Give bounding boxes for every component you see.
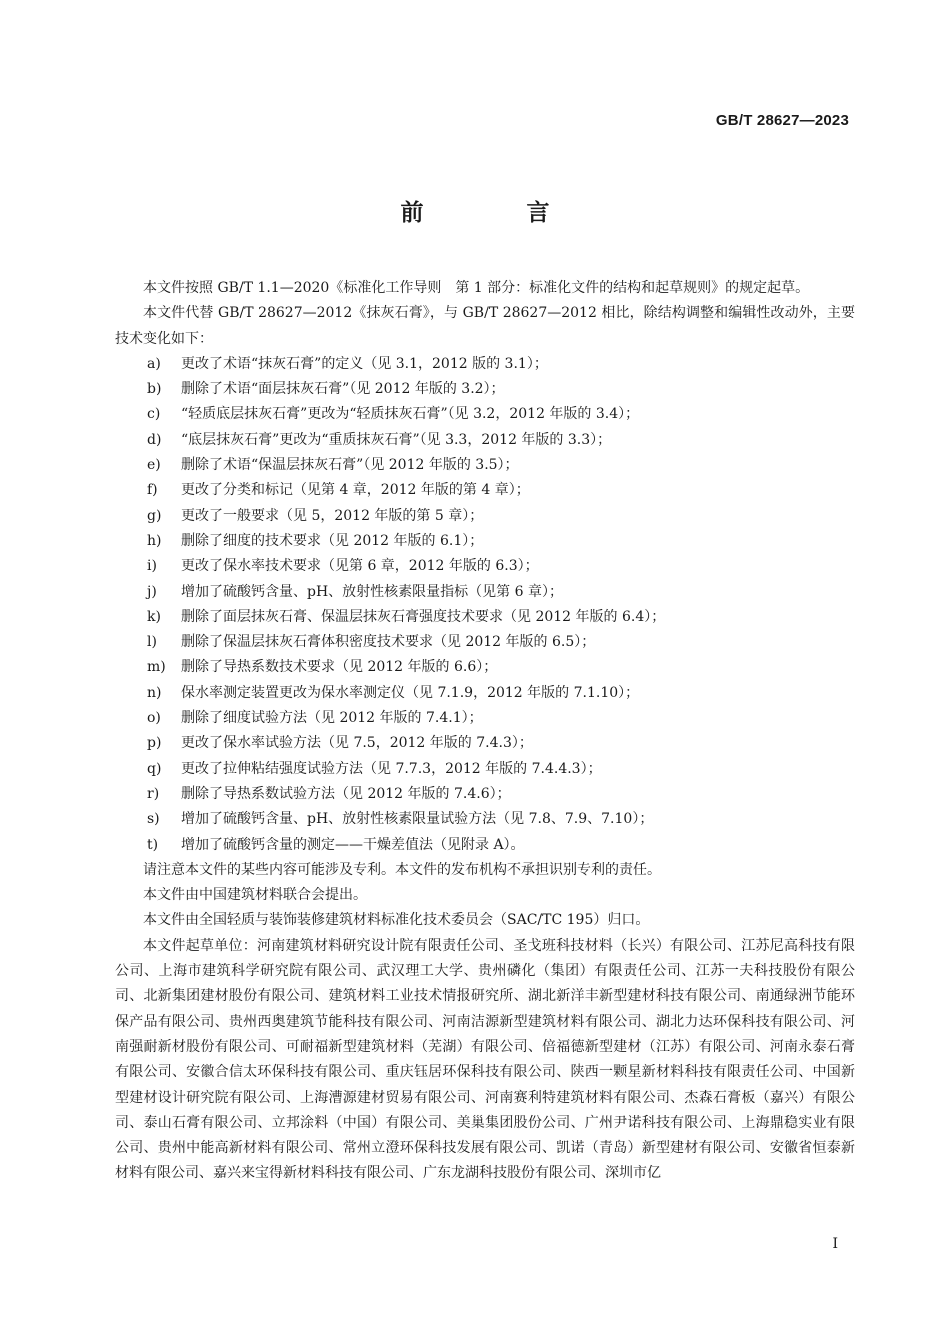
list-item-text: 更改了保水率技术要求（见第 6 章，2012 年版的 6.3）； xyxy=(181,558,539,575)
list-item xyxy=(115,453,855,478)
list-item-label: f) xyxy=(147,482,158,499)
list-item-label: o) xyxy=(147,710,161,727)
list-item xyxy=(115,504,855,529)
intro-paragraph: 本文件代替 GB/T 28627—2012《抹灰石膏》，与 GB/T 28627—2012 相比，除结构调整和编辑性改动外，主要技术变化如下： xyxy=(115,305,855,347)
list-item-text: 删除了术语“保温层抹灰石膏”（见 2012 年版的 3.5）； xyxy=(181,457,519,474)
list-item-text: 增加了硫酸钙含量、pH、放射性核素限量指标（见第 6 章）； xyxy=(181,583,563,600)
list-item-label: c) xyxy=(147,406,161,423)
list-item-text: 更改了术语“抹灰石膏”的定义（见 3.1，2012 版的 3.1）； xyxy=(181,355,548,372)
list-item-label: l) xyxy=(147,634,157,651)
list-item-text: 删除了细度试验方法（见 2012 年版的 7.4.1）； xyxy=(181,710,483,727)
list-item-text: 删除了保温层抹灰石膏体积密度技术要求（见 2012 年版的 6.5）； xyxy=(181,634,596,651)
list-item xyxy=(115,580,855,605)
list-item xyxy=(115,833,855,858)
list-item-text: 更改了保水率试验方法（见 7.5，2012 年版的 7.4.3）； xyxy=(181,735,533,752)
document-body xyxy=(115,276,855,1187)
list-item xyxy=(115,655,855,680)
list-item xyxy=(115,478,855,503)
list-item-text: 更改了拉伸粘结强度试验方法（见 7.7.3，2012 年版的 7.4.4.3）； xyxy=(181,760,602,777)
list-item-text: “底层抹灰石膏”更改为“重质抹灰石膏”（见 3.3，2012 年版的 3.3）； xyxy=(181,431,612,448)
list-item xyxy=(115,782,855,807)
list-item-label: n) xyxy=(147,684,162,701)
patent-notice: 请注意本文件的某些内容可能涉及专利。本文件的发布机构不承担识别专利的责任。 xyxy=(143,861,661,878)
list-item-text: 更改了一般要求（见 5，2012 年版的第 5 章）； xyxy=(181,507,484,524)
list-item-text: 删除了导热系数技术要求（见 2012 年版的 6.6）； xyxy=(181,659,498,676)
proposer-paragraph: 本文件由中国建筑材料联合会提出。 xyxy=(143,887,367,904)
list-item xyxy=(115,807,855,832)
list-item-label: j) xyxy=(147,583,157,600)
list-item xyxy=(115,529,855,554)
list-item-label: b) xyxy=(147,381,162,398)
list-item-label: g) xyxy=(147,507,162,524)
list-item-label: m) xyxy=(147,659,166,676)
list-item xyxy=(115,428,855,453)
list-item-text: 增加了硫酸钙含量的测定——干燥差值法（见附录 A）。 xyxy=(181,836,525,853)
list-item-label: q) xyxy=(147,760,162,777)
list-item xyxy=(115,605,855,630)
list-item-label: k) xyxy=(147,608,161,625)
intro-paragraph: 本文件按照 GB/T 1.1—2020《标准化工作导则 第 1 部分：标准化文件的结构和起草规则》的规定起草。 xyxy=(143,280,810,296)
list-item-text: 更改了分类和标记（见第 4 章，2012 年版的第 4 章）； xyxy=(181,482,530,499)
list-item xyxy=(115,681,855,706)
list-item-label: s) xyxy=(147,811,160,828)
list-item xyxy=(115,402,855,427)
list-item-text: 删除了细度的技术要求（见 2012 年版的 6.1）； xyxy=(181,532,484,549)
list-item-label: i) xyxy=(147,558,157,575)
list-item xyxy=(115,630,855,655)
document-number: GB/T 28627—2023 xyxy=(715,112,849,129)
list-item-label: p) xyxy=(147,735,162,752)
list-item xyxy=(115,757,855,782)
list-item xyxy=(115,554,855,579)
list-item-text: 删除了面层抹灰石膏、保温层抹灰石膏强度技术要求（见 2012 年版的 6.4）； xyxy=(181,608,666,625)
list-item xyxy=(115,352,855,377)
list-item-text: “轻质底层抹灰石膏”更改为“轻质抹灰石膏”（见 3.2，2012 年版的 3.4）； xyxy=(181,406,640,423)
list-item-label: t) xyxy=(147,836,159,853)
list-item-label: e) xyxy=(147,457,161,474)
changes-list xyxy=(115,352,855,858)
list-item-label: a) xyxy=(147,355,161,372)
list-item xyxy=(115,731,855,756)
drafting-units-paragraph: 本文件起草单位：河南建筑材料研究设计院有限责任公司、圣戈班科技材料（长兴）有限公司、江苏尼高科技有限公司、上海市建筑科学研究院有限公司、武汉理工大学、贵州磷化（集团）有限责任公司、江苏一夫科技股份有限公司、北新集团建材股份有限公司、建筑材料工业技术情报研究所、湖北新洋丰新型建材科技有限公司、南通绿洲节能环保产品有限公司、贵州西奥建筑节能科技有限公司、河南洁源新型建筑材料有限公司、湖北力达环保科技有限公司、河南强耐新材股份有限公司、可耐福新型建筑材料（芜湖）有限公司、倍福德新型建材（江苏）有限公司、河南永泰石膏有限公司、安徽合信太环保科技有限公司、重庆钰居环保科技有限公司、陕西一颗星新材料科技有限责任公司、中国新型建材设计研究院有限公司、上海漕源建材贸易有限公司、河南赛利特建筑材料有限公司、杰森石膏板（嘉兴）有限公司、泰山石膏有限公司、立邦涂料（中国）有限公司、美巢集团股份公司、广州尹诺科技有限公司、上海鼎稳实业有限公司、贵州中能高新材料有限公司、常州立澄环保科技发展有限公司、凯诺（青岛）新型建材有限公司、安徽省恒泰新材料有限公司、嘉兴来宝得新材料科技有限公司、广东龙湖科技股份有限公司、深圳市亿 xyxy=(115,937,855,1182)
list-item-text: 删除了导热系数试验方法（见 2012 年版的 7.4.6）； xyxy=(181,785,511,802)
page-number: I xyxy=(832,1236,838,1252)
list-item-label: d) xyxy=(147,431,162,448)
committee-paragraph: 本文件由全国轻质与装饰装修建筑材料标准化技术委员会（SAC/TC 195）归口。 xyxy=(143,912,650,929)
list-item-text: 删除了术语“面层抹灰石膏”（见 2012 年版的 3.2）； xyxy=(181,381,505,398)
list-item-text: 增加了硫酸钙含量、pH、放射性核素限量试验方法（见 7.8、7.9、7.10）； xyxy=(181,811,654,828)
list-item-text: 保水率测定装置更改为保水率测定仪（见 7.1.9，2012 年版的 7.1.10）； xyxy=(181,684,640,701)
list-item-label: h) xyxy=(147,532,162,549)
list-item-label: r) xyxy=(147,785,160,802)
list-item xyxy=(115,706,855,731)
page-title: 前 言 xyxy=(400,199,590,226)
list-item xyxy=(115,377,855,402)
